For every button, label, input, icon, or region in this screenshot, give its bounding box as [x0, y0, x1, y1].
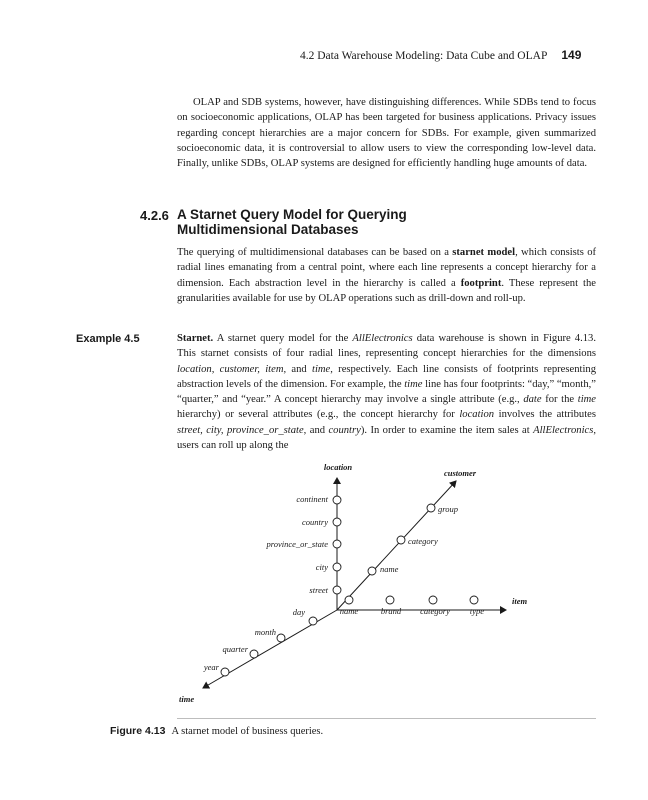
- example-title: Starnet.: [177, 333, 214, 344]
- footprint-node: [429, 596, 437, 604]
- footprint-node: [397, 536, 405, 544]
- footprint-label: street: [309, 585, 328, 595]
- footprint-node: [333, 586, 341, 594]
- footprint-label: type: [469, 606, 485, 616]
- footprint-label: country: [302, 517, 328, 527]
- footprint-node: [221, 668, 229, 676]
- figure-caption-text: A starnet model of business queries.: [171, 726, 324, 737]
- section-paragraph: The querying of multidimensional databases can be based on a starnet model, which consists of radial lines emanating from a central point, where each line represents a concept hierarchy for a dimension. Each abstraction level in the hierarchy is called a footprint. These represent the granularities available for use by OLAP operations such as drill-down and roll-up.: [177, 247, 597, 304]
- footprint-label: group: [438, 504, 458, 514]
- example-paragraph: Starnet. A starnet query model for the AllElectronics data warehouse is shown in Figure 4.13. This starnet consists of four radial lines, representing concept hierarchies for the dimensions location, customer, item, and time, respectively. Each line consists of footprints representing abstraction levels of the dimension. For example, the time line has four footprints: “day,” “month,” “quarter,” and “year.” A concept hierarchy may involve a single attribute (e.g., date for the time hierarchy) or several attributes (e.g., the concept hierarchy for location involves the attributes street, city, province_or_state, and country). In order to examine the item sales at AllElectronics, users can roll up along the: [177, 333, 596, 452]
- item-nodes: [345, 596, 478, 604]
- intro-paragraph: OLAP and SDB systems, however, have distinguishing differences. While SDBs tend to focus on socioeconomic applications, OLAP has been targeted for business applications. Privacy issues regarding concept hierarchies are a major concern for SDBs. For example, given summarized socioeconomic data, it is controversial to allow users to view the corresponding low-level data. Finally, unlike SDBs, OLAP systems are designed for efficiently handling huge amounts of data.: [177, 97, 596, 170]
- footprint-label: continent: [296, 494, 328, 504]
- footprint-node: [333, 540, 341, 548]
- axis-label-customer: customer: [443, 468, 477, 478]
- footprint-node: [470, 596, 478, 604]
- footprint-node: [386, 596, 394, 604]
- section-number: 4.2.6: [140, 208, 169, 223]
- footprint-label: brand: [380, 606, 402, 616]
- section-title: A Starnet Query Model for Querying Multidimensional Databases: [177, 207, 407, 237]
- footprint-node: [333, 518, 341, 526]
- example-label: Example 4.5: [76, 333, 140, 345]
- footprint-label: day: [292, 607, 305, 617]
- figure-number: Figure 4.13: [110, 725, 166, 737]
- page-number: 149: [561, 48, 582, 62]
- footprint-node: [333, 496, 341, 504]
- running-title: 4.2 Data Warehouse Modeling: Data Cube and OLAP: [300, 50, 548, 62]
- figure-caption: [110, 725, 323, 737]
- footprint-node: [368, 567, 376, 575]
- term-starnet-model: starnet model: [452, 247, 516, 258]
- footprint-label: name: [339, 606, 359, 616]
- footprint-node: [427, 504, 435, 512]
- footprint-node: [309, 617, 317, 625]
- footprint-label: month: [254, 627, 276, 637]
- axis-label-location: location: [323, 462, 353, 472]
- axis-label-item: item: [512, 596, 528, 606]
- footprint-node: [345, 596, 353, 604]
- footprint-label: category: [420, 606, 450, 616]
- footprint-node: [250, 650, 258, 658]
- footprint-label: province_or_state: [266, 539, 328, 549]
- caption-rule: [177, 718, 596, 719]
- footprint-label: name: [380, 564, 399, 574]
- footprint-label: quarter: [222, 644, 248, 654]
- customer-axis: [337, 481, 456, 610]
- footprint-label: year: [203, 662, 219, 672]
- footprint-node: [333, 563, 341, 571]
- footprint-label: city: [315, 562, 328, 572]
- term-footprint: footprint: [460, 277, 502, 289]
- axis-label-time: time: [179, 694, 195, 704]
- footprint-label: category: [408, 536, 438, 546]
- footprint-node: [277, 634, 285, 642]
